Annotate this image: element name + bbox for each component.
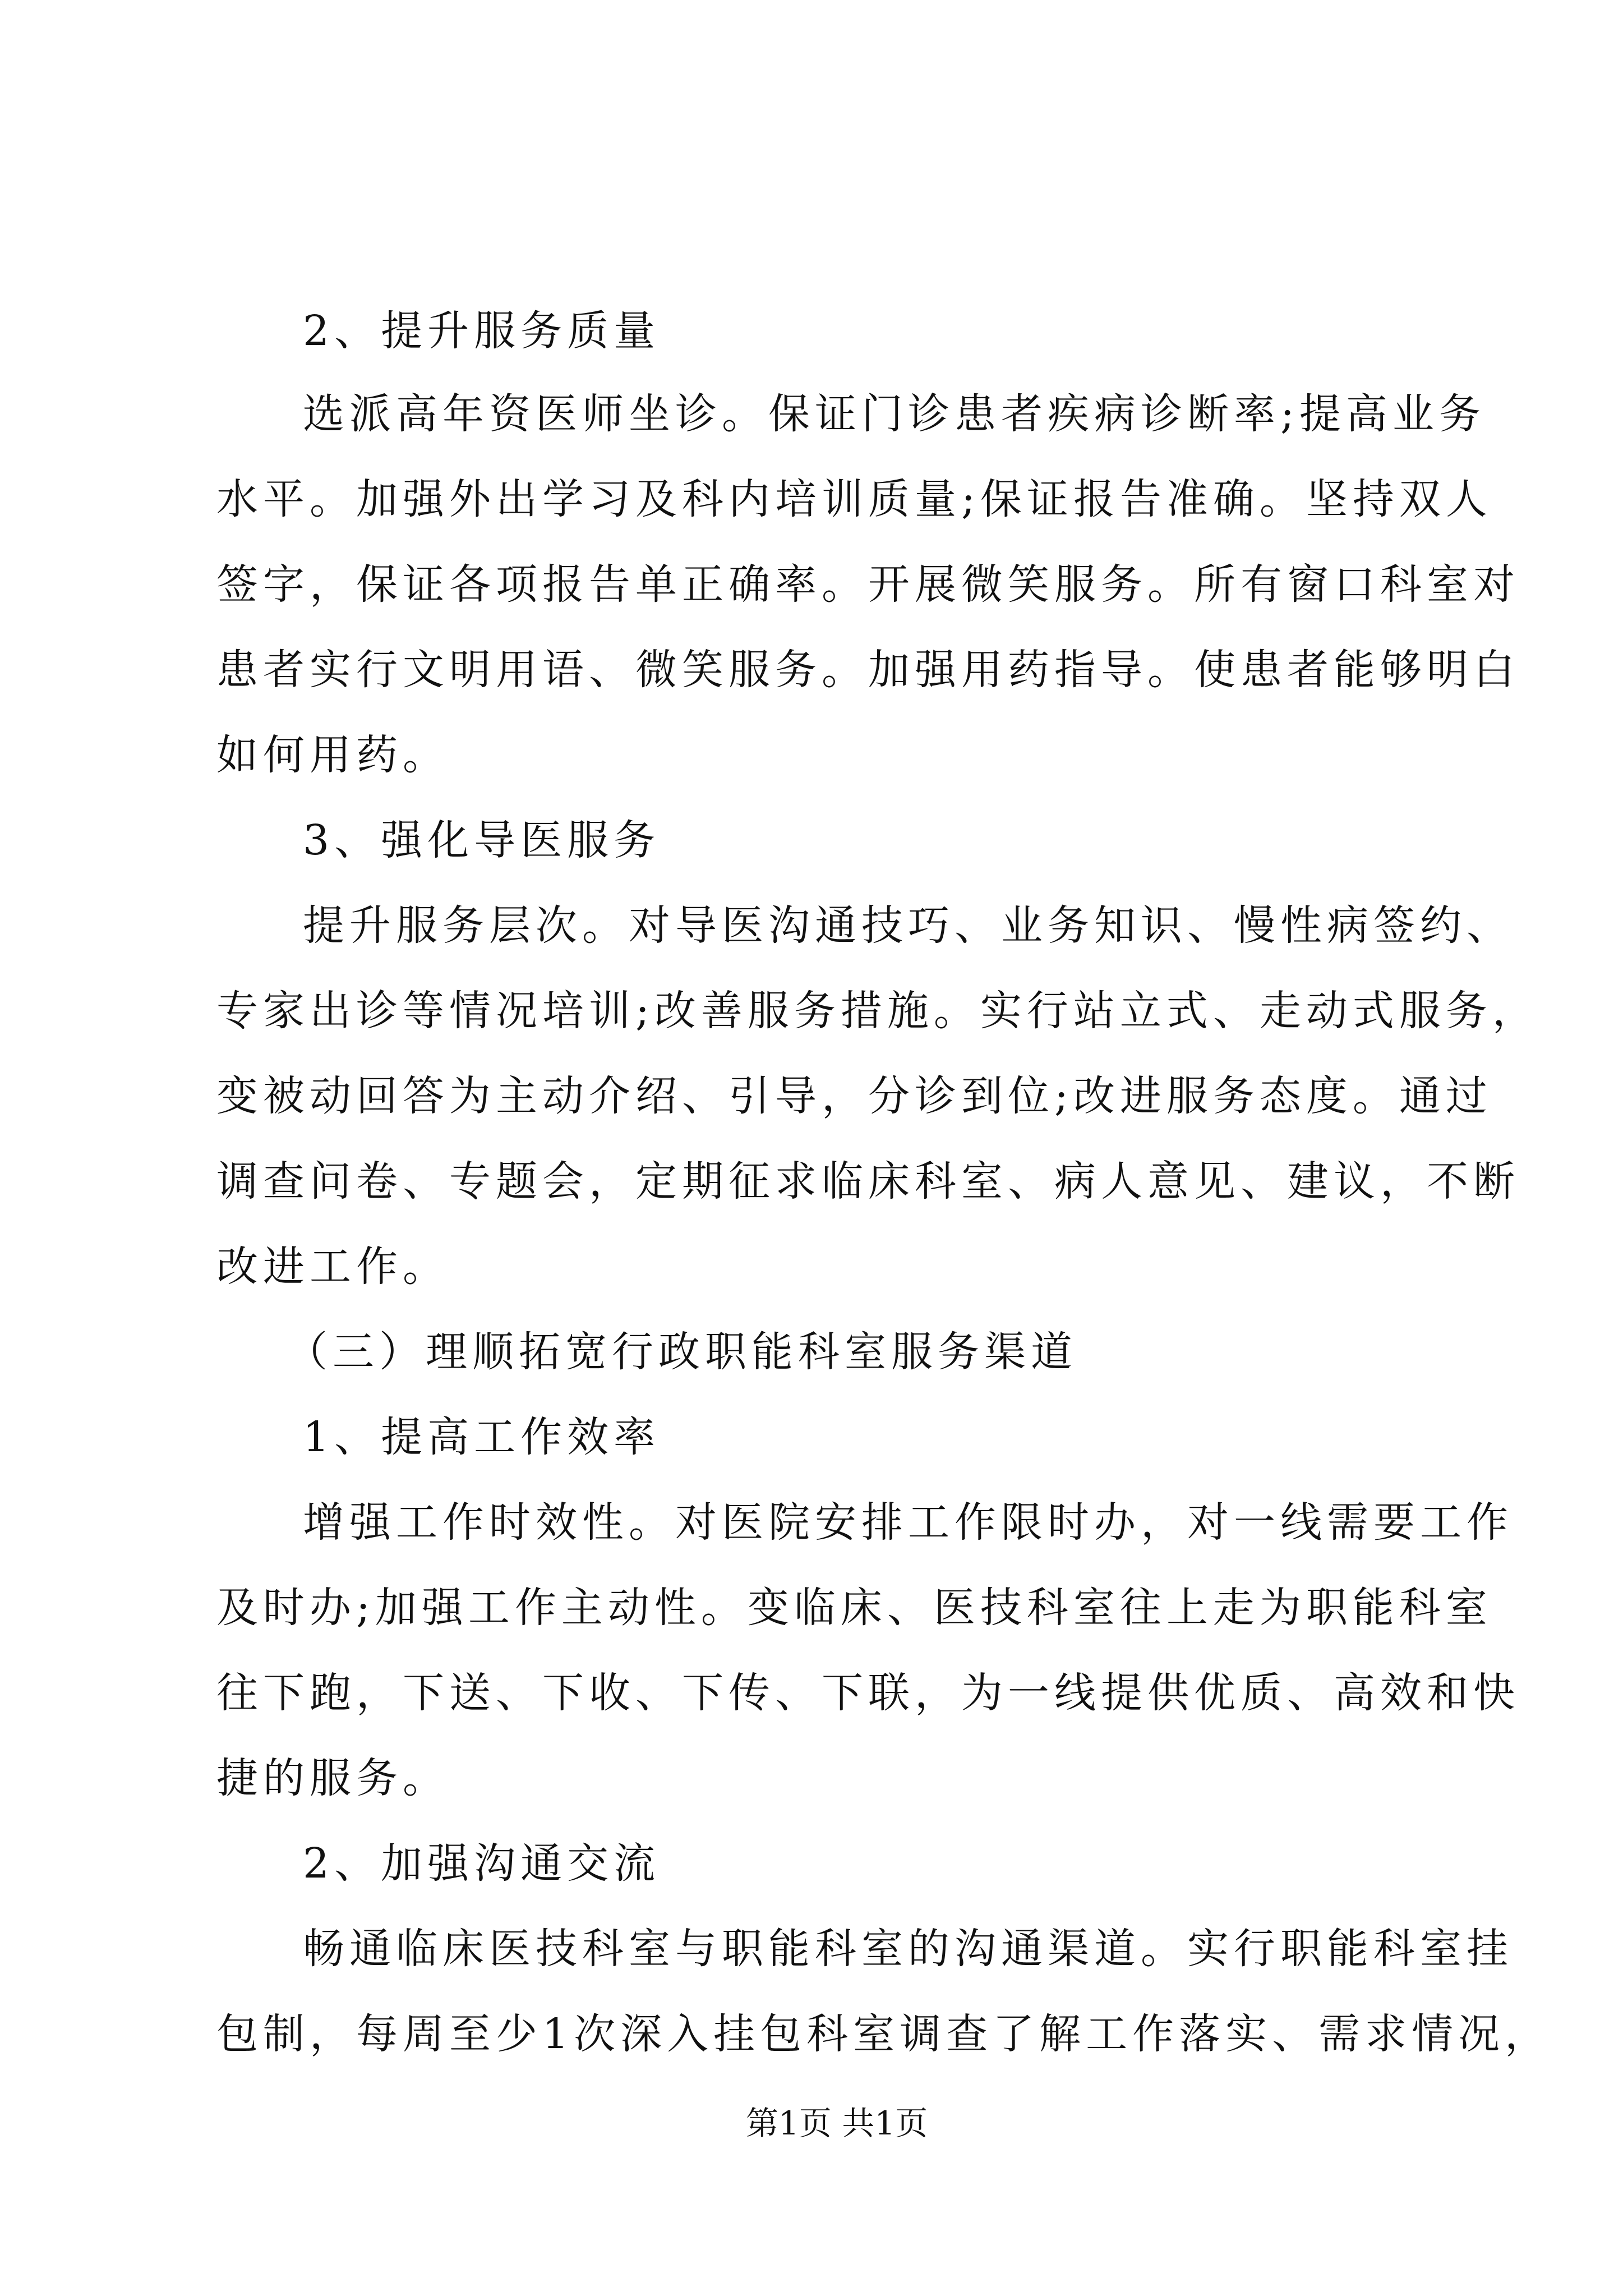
body-line: 提升服务层次。对导医沟通技巧、业务知识、慢性病签约、 xyxy=(303,901,1513,950)
body-line: 专家出诊等情况培训;改善服务措施。实行站立式、走动式服务， xyxy=(216,987,1539,1035)
body-line: 变被动回答为主动介绍、引导，分诊到位;改进服务态度。通过 xyxy=(216,1072,1492,1120)
body-line: 患者实行文明用语、微笑服务。加强用药指导。使患者能够明白 xyxy=(216,646,1520,694)
body-line: 调查问卷、专题会，定期征求临床科室、病人意见、建议，不断 xyxy=(216,1157,1520,1205)
page-footer: 第1页 共1页 xyxy=(746,2104,928,2142)
body-line: 如何用药。 xyxy=(216,731,449,779)
heading-improve-efficiency: 1、提高工作效率 xyxy=(303,1413,661,1461)
body-line: 增强工作时效性。对医院安排工作限时办，对一线需要工作 xyxy=(303,1498,1513,1547)
heading-strengthen-communication: 2、加强沟通交流 xyxy=(303,1839,661,1888)
body-line: 选派高年资医师坐诊。保证门诊患者疾病诊断率;提高业务 xyxy=(303,390,1486,438)
body-line: 水平。加强外出学习及科内培训质量;保证报告准确。坚持双人 xyxy=(216,475,1492,523)
body-line: 捷的服务。 xyxy=(216,1754,449,1802)
heading-improve-service-quality: 2、提升服务质量 xyxy=(303,307,661,355)
body-line: 往下跑，下送、下收、下传、下联，为一线提供优质、高效和快 xyxy=(216,1669,1520,1717)
body-line: 及时办;加强工作主动性。变临床、医技科室往上走为职能科室 xyxy=(216,1584,1492,1632)
heading-strengthen-guide-service: 3、强化导医服务 xyxy=(303,816,661,864)
body-line: 改进工作。 xyxy=(216,1243,449,1291)
section-heading-admin-channels: （三）理顺拓宽行政职能科室服务渠道 xyxy=(286,1328,1077,1376)
body-line: 签字，保证各项报告单正确率。开展微笑服务。所有窗口科室对 xyxy=(216,560,1520,609)
body-line: 畅通临床医技科室与职能科室的沟通渠道。实行职能科室挂 xyxy=(303,1925,1513,1973)
body-line: 包制，每周至少1次深入挂包科室调查了解工作落实、需求情况， xyxy=(216,2010,1552,2058)
